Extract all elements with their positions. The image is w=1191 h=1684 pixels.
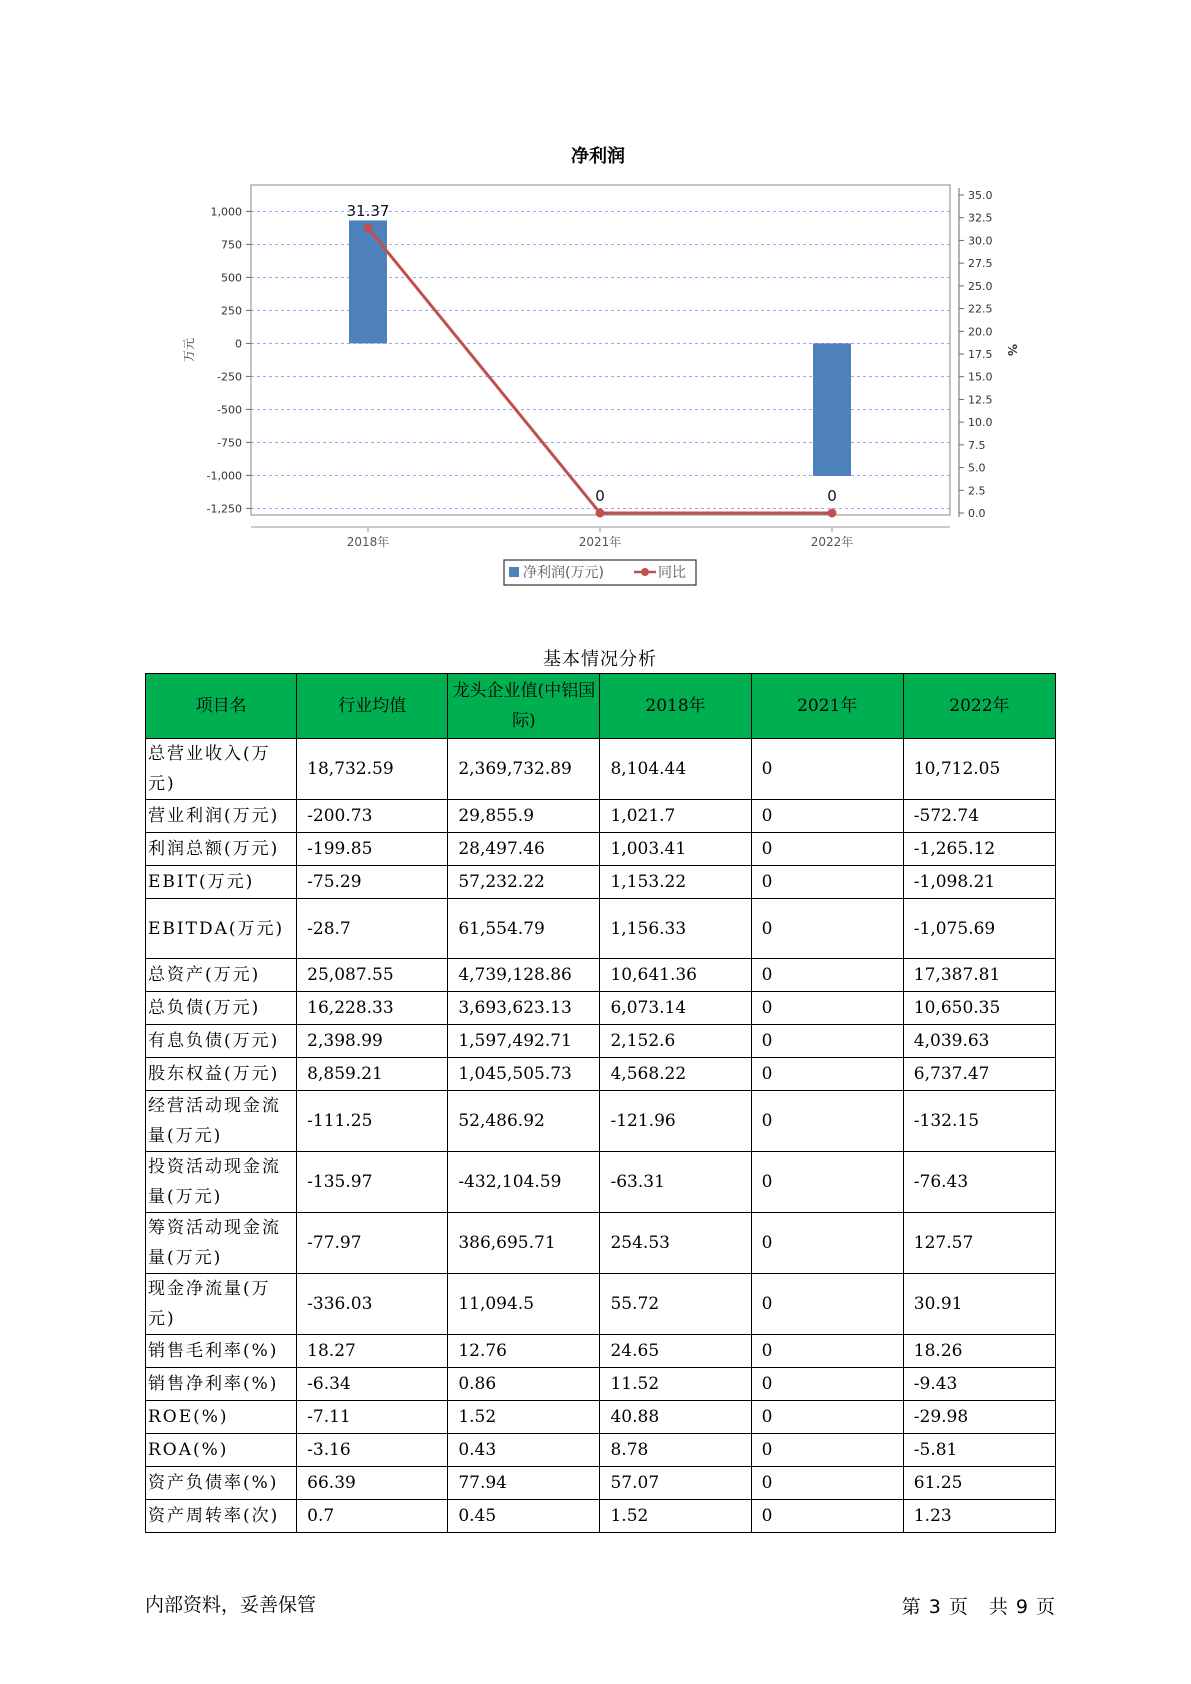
row-label: ROE(%): [146, 1401, 297, 1434]
table-cell: 0: [751, 1091, 903, 1152]
y-axis-label: 万元: [182, 337, 196, 363]
table-cell: -9.43: [903, 1368, 1055, 1401]
y2-tick-label: 10.0: [968, 416, 993, 430]
chart-svg: [0, 0, 1191, 600]
x-tick-label: 2022年: [810, 535, 854, 549]
table-row: [146, 1434, 1056, 1467]
row-label: 股东权益(万元): [146, 1058, 297, 1091]
line-series: [368, 228, 832, 513]
table-cell: 3,693,623.13: [448, 992, 600, 1025]
row-label: 总资产(万元): [146, 959, 297, 992]
table-row: [146, 800, 1056, 833]
table-cell: 254.53: [600, 1213, 751, 1274]
table-cell: 25,087.55: [297, 959, 448, 992]
table-cell: 2,152.6: [600, 1025, 751, 1058]
table-cell: -29.98: [903, 1401, 1055, 1434]
legend-swatch-bar: [509, 567, 519, 577]
y-tick-label: 250: [221, 304, 242, 318]
table-title: 基本情况分析: [543, 649, 657, 670]
table-cell: 1,156.33: [600, 899, 751, 959]
table-cell: 52,486.92: [448, 1091, 600, 1152]
table-cell: -5.81: [903, 1434, 1055, 1467]
table-cell: -7.11: [297, 1401, 448, 1434]
table-cell: -6.34: [297, 1368, 448, 1401]
line-point: [828, 509, 837, 518]
table-cell: 17,387.81: [903, 959, 1055, 992]
table-cell: 10,641.36: [600, 959, 751, 992]
table-cell: 127.57: [903, 1213, 1055, 1274]
table-cell: -76.43: [903, 1152, 1055, 1213]
table-cell: 66.39: [297, 1467, 448, 1500]
table-cell: 0: [751, 1335, 903, 1368]
row-label: EBIT(万元): [146, 866, 297, 899]
footer-page-number: 第 3 页 共 9 页: [901, 1596, 1056, 1618]
table-cell: 0.7: [297, 1500, 448, 1533]
table-cell: -1,098.21: [903, 866, 1055, 899]
table-cell: -199.85: [297, 833, 448, 866]
table-cell: 11.52: [600, 1368, 751, 1401]
table-row: [146, 959, 1056, 992]
table-cell: 1,597,492.71: [448, 1025, 600, 1058]
line-point: [364, 223, 373, 232]
row-label: 利润总额(万元): [146, 833, 297, 866]
y2-tick-label: 7.5: [968, 438, 986, 452]
net-profit-chart: [0, 0, 1191, 600]
table-cell: 0: [751, 866, 903, 899]
table-row: [146, 1091, 1056, 1152]
row-label: 资产负债率(%): [146, 1467, 297, 1500]
y-tick-label: 500: [221, 271, 242, 285]
line-point: [596, 509, 605, 518]
y2-tick-label: 12.5: [968, 393, 993, 407]
table-cell: 0: [751, 739, 903, 800]
y2-tick-label: 35.0: [968, 189, 993, 202]
table-header-cell: 2021年: [751, 674, 903, 739]
table-cell: 0: [751, 1434, 903, 1467]
chart-title: 净利润: [571, 146, 625, 167]
table-cell: 0: [751, 833, 903, 866]
table-cell: 0: [751, 1500, 903, 1533]
data-label: 0: [827, 487, 837, 505]
data-label: 0: [595, 487, 605, 505]
row-label: 有息负债(万元): [146, 1025, 297, 1058]
table-cell: 0: [751, 1274, 903, 1335]
table-header-cell: 行业均值: [297, 674, 448, 739]
table-row: [146, 1368, 1056, 1401]
table-cell: 1,045,505.73: [448, 1058, 600, 1091]
table-cell: 0: [751, 1467, 903, 1500]
legend-label-line: 同比: [658, 565, 686, 581]
table-row: [146, 1335, 1056, 1368]
table-row: [146, 992, 1056, 1025]
table-cell: 40.88: [600, 1401, 751, 1434]
table-cell: 0: [751, 1368, 903, 1401]
table-cell: -121.96: [600, 1091, 751, 1152]
y2-tick-label: 5.0: [968, 461, 986, 475]
table-cell: 1,021.7: [600, 800, 751, 833]
legend-swatch-point: [641, 568, 649, 576]
table-cell: 1.52: [600, 1500, 751, 1533]
table-cell: 55.72: [600, 1274, 751, 1335]
table-cell: 10,650.35: [903, 992, 1055, 1025]
y2-tick-label: 32.5: [968, 211, 993, 225]
table-row: [146, 1274, 1056, 1335]
table-cell: -132.15: [903, 1091, 1055, 1152]
table-cell: 2,369,732.89: [448, 739, 600, 800]
bar: [349, 220, 387, 343]
table-cell: 4,039.63: [903, 1025, 1055, 1058]
table-cell: 1.52: [448, 1401, 600, 1434]
table-cell: 0: [751, 899, 903, 959]
y2-tick-label: 22.5: [968, 302, 993, 316]
table-cell: -1,265.12: [903, 833, 1055, 866]
y2-tick-label: 20.0: [968, 325, 993, 339]
table-cell: 0.45: [448, 1500, 600, 1533]
table-cell: 0: [751, 1058, 903, 1091]
row-label: 营业利润(万元): [146, 800, 297, 833]
row-label: 经营活动现金流量(万元): [146, 1091, 297, 1152]
table-cell: 0: [751, 800, 903, 833]
row-label: EBITDA(万元): [146, 899, 297, 959]
table-cell: -336.03: [297, 1274, 448, 1335]
table-cell: -111.25: [297, 1091, 448, 1152]
table-cell: 10,712.05: [903, 739, 1055, 800]
row-label: 资产周转率(次): [146, 1500, 297, 1533]
y-tick-label: -250: [217, 370, 242, 384]
row-label: 总负债(万元): [146, 992, 297, 1025]
y2-tick-label: 30.0: [968, 234, 993, 248]
table-cell: 61,554.79: [448, 899, 600, 959]
table-cell: 6,073.14: [600, 992, 751, 1025]
x-tick-label: 2021年: [578, 535, 622, 549]
table-cell: 6,737.47: [903, 1058, 1055, 1091]
table-cell: 57,232.22: [448, 866, 600, 899]
legend-label-bar: 净利润(万元): [523, 565, 604, 581]
y2-tick-label: 0.0: [968, 507, 986, 520]
table-cell: -75.29: [297, 866, 448, 899]
row-label: 投资活动现金流量(万元): [146, 1152, 297, 1213]
table-row: [146, 739, 1056, 800]
table-cell: 11,094.5: [448, 1274, 600, 1335]
y2-tick-label: 25.0: [968, 279, 993, 293]
table-cell: 386,695.71: [448, 1213, 600, 1274]
table-row: [146, 1467, 1056, 1500]
table-cell: 1,003.41: [600, 833, 751, 866]
table-cell: -432,104.59: [448, 1152, 600, 1213]
row-label: ROA(%): [146, 1434, 297, 1467]
table-cell: 18,732.59: [297, 739, 448, 800]
table-cell: 1.23: [903, 1500, 1055, 1533]
table-row: [146, 1152, 1056, 1213]
table-cell: -135.97: [297, 1152, 448, 1213]
table-row: [146, 1213, 1056, 1274]
x-tick-label: 2018年: [346, 535, 390, 549]
table-cell: 8,859.21: [297, 1058, 448, 1091]
table-cell: -77.97: [297, 1213, 448, 1274]
table-cell: 57.07: [600, 1467, 751, 1500]
table-cell: 0: [751, 1401, 903, 1434]
y2-axis-label: %: [1005, 343, 1019, 357]
y2-tick-label: 17.5: [968, 348, 993, 361]
table-row: [146, 1401, 1056, 1434]
y2-tick-label: 2.5: [968, 484, 986, 498]
table-cell: -200.73: [297, 800, 448, 833]
table-header-cell: 2022年: [903, 674, 1055, 739]
table-cell: -572.74: [903, 800, 1055, 833]
table-row: [146, 899, 1056, 959]
y-tick-label: -750: [217, 436, 242, 450]
y2-tick-label: 15.0: [968, 370, 993, 384]
table-row: [146, 1058, 1056, 1091]
table-cell: 2,398.99: [297, 1025, 448, 1058]
row-label: 筹资活动现金流量(万元): [146, 1213, 297, 1274]
table-row: [146, 1025, 1056, 1058]
y-tick-label: 1,000: [210, 205, 242, 219]
table-cell: 0: [751, 959, 903, 992]
table-cell: 29,855.9: [448, 800, 600, 833]
table-row: [146, 1500, 1056, 1533]
table-row: [146, 833, 1056, 866]
y-tick-label: -1,250: [206, 502, 242, 516]
table-cell: 8,104.44: [600, 739, 751, 800]
table-cell: 18.27: [297, 1335, 448, 1368]
table-cell: -3.16: [297, 1434, 448, 1467]
analysis-table: [145, 673, 1056, 1533]
table-header-cell: 龙头企业值(中铝国际): [448, 674, 600, 739]
y-tick-label: 0: [235, 337, 242, 351]
bar: [813, 343, 851, 476]
y-tick-label: 750: [221, 238, 242, 252]
table-cell: 0.43: [448, 1434, 600, 1467]
table-cell: -28.7: [297, 899, 448, 959]
table-header-row: [146, 674, 1056, 739]
table-cell: 18.26: [903, 1335, 1055, 1368]
row-label: 现金净流量(万元): [146, 1274, 297, 1335]
table-cell: -63.31: [600, 1152, 751, 1213]
table-row: [146, 866, 1056, 899]
row-label: 销售毛利率(%): [146, 1335, 297, 1368]
table-cell: 0: [751, 1025, 903, 1058]
row-label: 总营业收入(万元): [146, 739, 297, 800]
table-cell: 0: [751, 992, 903, 1025]
table-cell: 12.76: [448, 1335, 600, 1368]
table-cell: 28,497.46: [448, 833, 600, 866]
table-header-cell: 项目名: [146, 674, 297, 739]
y-tick-label: -500: [217, 403, 242, 417]
table-cell: 4,568.22: [600, 1058, 751, 1091]
data-label: 31.37: [346, 201, 390, 220]
table-cell: 30.91: [903, 1274, 1055, 1335]
table-cell: 8.78: [600, 1434, 751, 1467]
y2-tick-label: 27.5: [968, 257, 993, 271]
table-cell: -1,075.69: [903, 899, 1055, 959]
y-tick-label: -1,000: [206, 469, 242, 483]
table-cell: 4,739,128.86: [448, 959, 600, 992]
table-cell: 0: [751, 1213, 903, 1274]
table-cell: 0: [751, 1152, 903, 1213]
table-cell: 77.94: [448, 1467, 600, 1500]
table-cell: 1,153.22: [600, 866, 751, 899]
table-cell: 61.25: [903, 1467, 1055, 1500]
footer-confidential-note: 内部资料，妥善保管: [145, 1594, 317, 1616]
table-cell: 0.86: [448, 1368, 600, 1401]
table-cell: 16,228.33: [297, 992, 448, 1025]
table-header-cell: 2018年: [600, 674, 751, 739]
row-label: 销售净利率(%): [146, 1368, 297, 1401]
table-cell: 24.65: [600, 1335, 751, 1368]
